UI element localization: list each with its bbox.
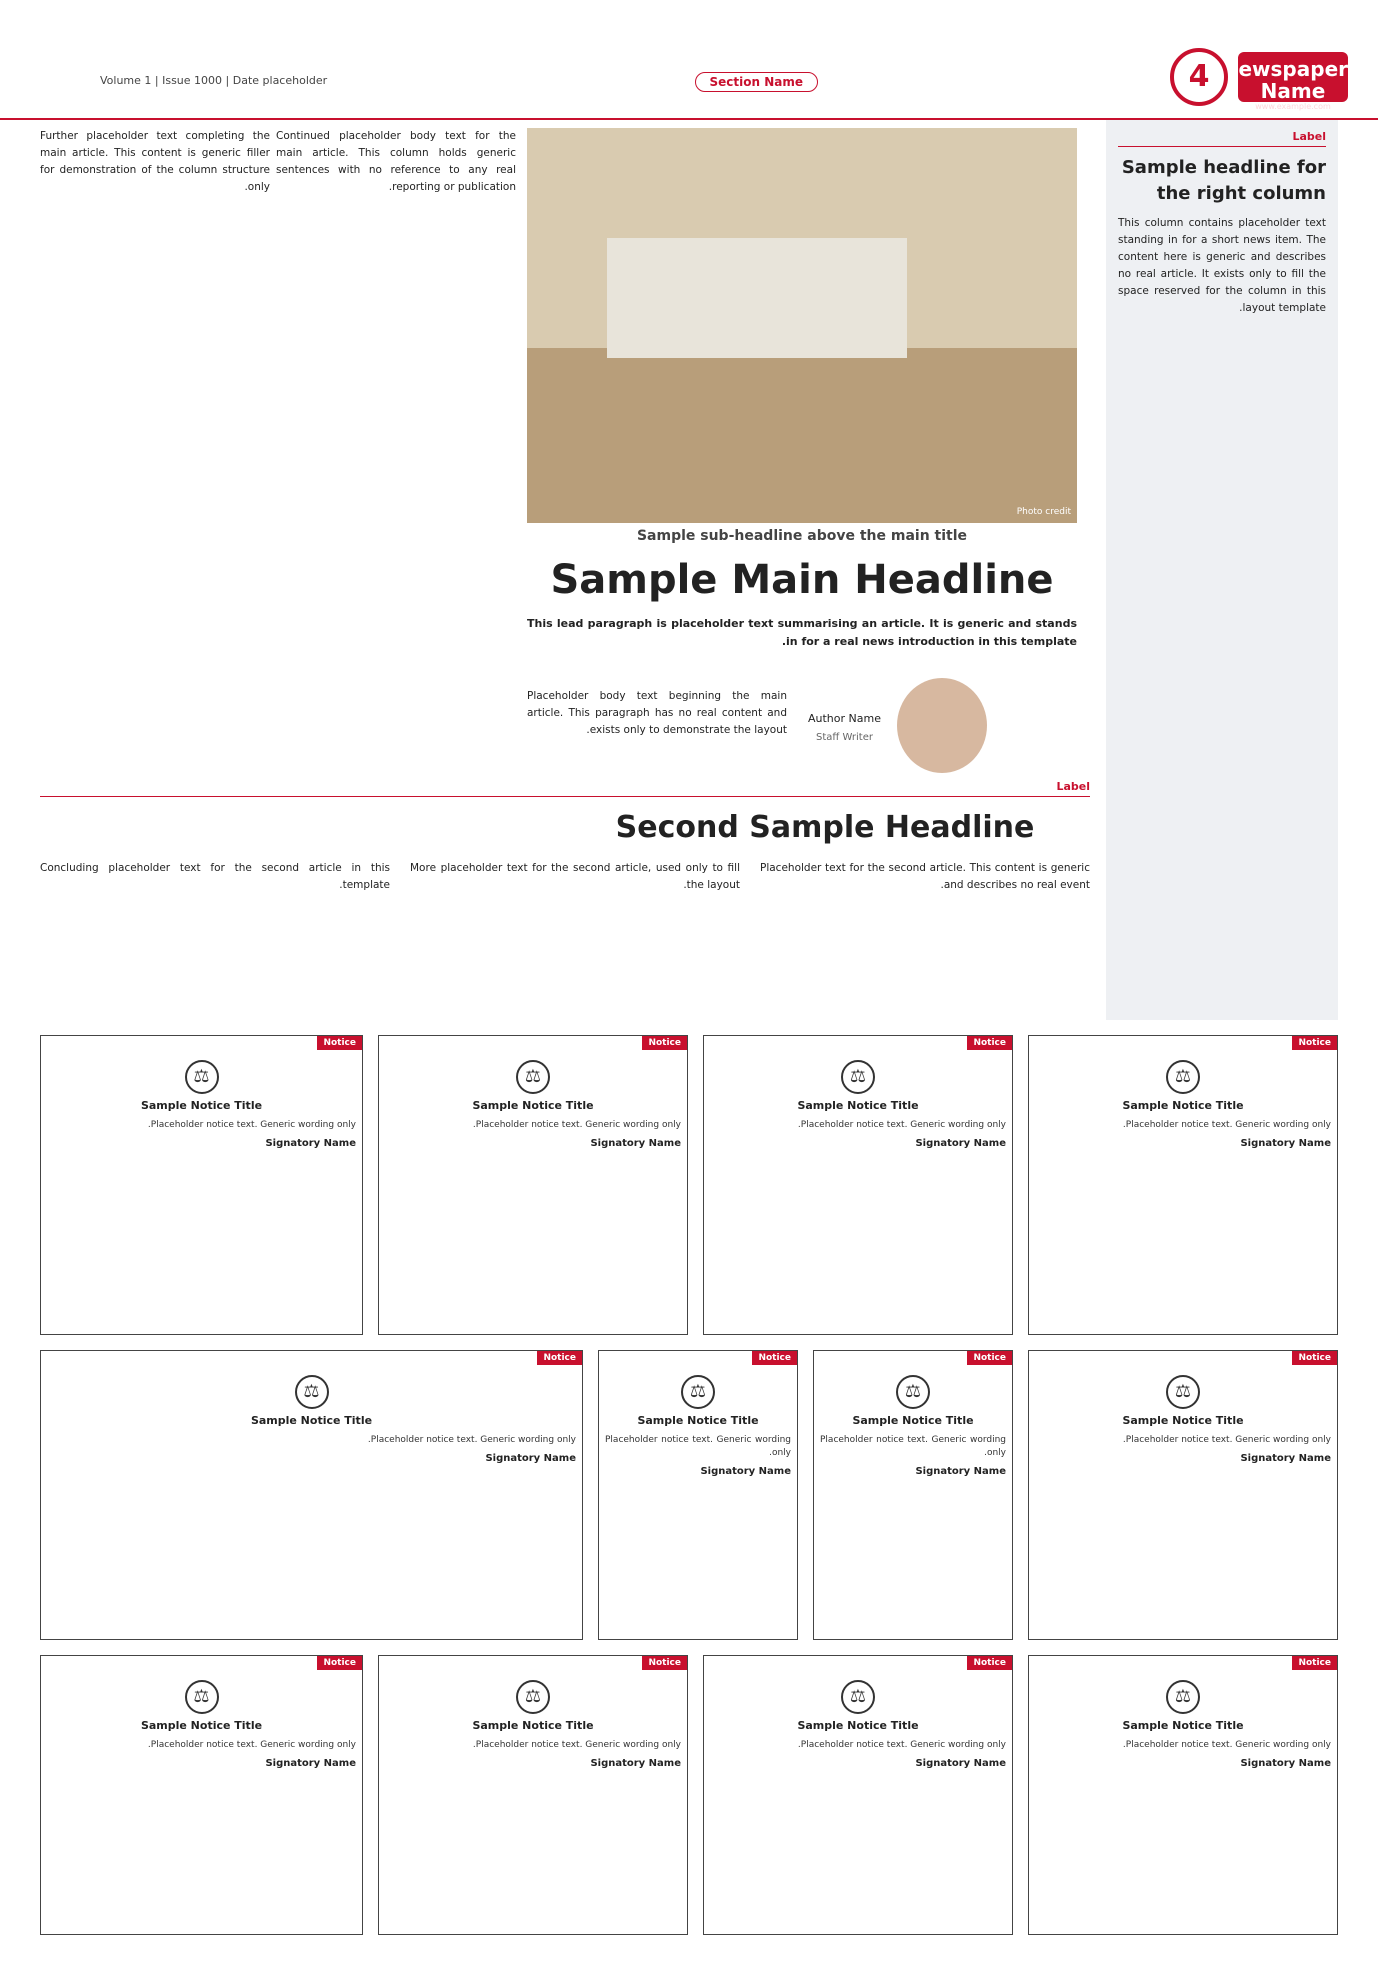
emblem-icon: ⚖ — [1166, 1680, 1200, 1714]
emblem-icon: ⚖ — [295, 1375, 329, 1409]
notice-signature: Signatory Name — [915, 1758, 1006, 1769]
notice-badge: Notice — [317, 1656, 362, 1670]
author-name: Author Name — [808, 712, 881, 725]
notice-body: Placeholder notice text. Generic wording only. — [472, 1740, 681, 1750]
brand-name: Newspaper Name — [1221, 57, 1348, 103]
emblem-icon: ⚖ — [896, 1375, 930, 1409]
notice-signature: Signatory Name — [1240, 1138, 1331, 1149]
emblem-icon: ⚖ — [841, 1680, 875, 1714]
notice-body: Placeholder notice text. Generic wording only. — [367, 1435, 576, 1445]
emblem-icon: ⚖ — [185, 1060, 219, 1094]
notice — [703, 1655, 1013, 1935]
notice — [813, 1350, 1013, 1640]
notice-badge: Notice — [967, 1351, 1012, 1365]
notice-badge: Notice — [642, 1656, 687, 1670]
emblem-icon: ⚖ — [1166, 1375, 1200, 1409]
notice-body: Placeholder notice text. Generic wording only. — [1122, 1740, 1331, 1750]
page-number: 4 — [1170, 48, 1228, 106]
emblem-icon: ⚖ — [841, 1060, 875, 1094]
notice-signature: Signatory Name — [1240, 1758, 1331, 1769]
notice-signature: Signatory Name — [590, 1138, 681, 1149]
column-tag: Label — [1118, 130, 1326, 147]
feature-lead: This lead paragraph is placeholder text summarising an article. It is generic and stands in for a real news introduction in this template. — [527, 617, 1077, 648]
notice-badge: Notice — [1292, 1351, 1337, 1365]
notice-signature: Signatory Name — [590, 1758, 681, 1769]
notice-badge: Notice — [967, 1036, 1012, 1050]
notice-title: Sample Notice Title — [250, 1414, 373, 1427]
emblem-icon: ⚖ — [516, 1680, 550, 1714]
notice-body: Placeholder notice text. Generic wording only. — [820, 1435, 1006, 1458]
emblem-icon: ⚖ — [516, 1060, 550, 1094]
right-column — [1106, 120, 1338, 1020]
notice-body: Placeholder notice text. Generic wording only. — [797, 1740, 1006, 1750]
feature-column-2: Continued placeholder body text for the main article. This column holds generic sentences with no reference to any real reporting or publication. — [276, 130, 516, 193]
notice-signature: Signatory Name — [915, 1466, 1006, 1477]
notice-title: Sample Notice Title — [852, 1414, 974, 1427]
notice — [40, 1350, 583, 1640]
story2-column-c: Concluding placeholder text for the second article in this template. — [40, 862, 390, 891]
column-headline: Sample headline for the right column — [1121, 157, 1326, 204]
feature-column-1: Further placeholder text completing the main article. This content is generic filler for demonstration of the column structure only. — [40, 130, 270, 193]
notice — [1028, 1350, 1338, 1640]
author-role: Staff Writer — [816, 732, 873, 743]
notice-signature: Signatory Name — [485, 1453, 576, 1464]
notice-title: Sample Notice Title — [472, 1099, 594, 1112]
notice-badge: Notice — [1292, 1656, 1337, 1670]
notice — [703, 1035, 1013, 1335]
author-avatar — [897, 678, 987, 773]
notice-title: Sample Notice Title — [1122, 1414, 1244, 1427]
notice-badge: Notice — [752, 1351, 797, 1365]
notice — [40, 1655, 363, 1935]
notice-title: Sample Notice Title — [637, 1414, 759, 1427]
notice — [1028, 1655, 1338, 1935]
notice — [598, 1350, 798, 1640]
notice-title: Sample Notice Title — [1122, 1099, 1244, 1112]
story2-column-a: Placeholder text for the second article. This content is generic and describes no real event. — [760, 862, 1090, 891]
notice-signature: Signatory Name — [1240, 1453, 1331, 1464]
emblem-icon: ⚖ — [1166, 1060, 1200, 1094]
notice-badge: Notice — [537, 1351, 582, 1365]
notice-title: Sample Notice Title — [797, 1719, 919, 1732]
photo-credit: Photo credit — [1016, 507, 1071, 517]
notice-badge: Notice — [1292, 1036, 1337, 1050]
brand-url: www.example.com — [1255, 102, 1331, 111]
emblem-icon: ⚖ — [185, 1680, 219, 1714]
notice — [40, 1035, 363, 1335]
notice — [378, 1035, 688, 1335]
emblem-icon: ⚖ — [681, 1375, 715, 1409]
notice-title: Sample Notice Title — [140, 1099, 263, 1112]
notice — [1028, 1035, 1338, 1335]
story2-column-b: More placeholder text for the second article, used only to fill the layout. — [410, 862, 740, 891]
notice-body: Placeholder notice text. Generic wording only. — [472, 1120, 681, 1130]
notice-title: Sample Notice Title — [140, 1719, 263, 1732]
notice-signature: Signatory Name — [265, 1138, 356, 1149]
building-illustration — [527, 128, 1077, 523]
notice-body: Placeholder notice text. Generic wording only. — [797, 1120, 1006, 1130]
feature-lead-body: Placeholder body text beginning the main article. This paragraph has no real content and exists only to demonstrate the layout. — [527, 690, 787, 736]
notice-badge: Notice — [317, 1036, 362, 1050]
notice-badge: Notice — [642, 1036, 687, 1050]
story2-headline: Second Sample Headline — [615, 810, 1035, 845]
notice-signature: Signatory Name — [265, 1758, 356, 1769]
masthead — [0, 0, 1378, 120]
notice-body: Placeholder notice text. Generic wording only. — [605, 1435, 791, 1458]
story2-tag: Label — [40, 780, 1090, 797]
section-label: Section Name — [695, 72, 819, 92]
notice-title: Sample Notice Title — [797, 1099, 919, 1112]
notice-title: Sample Notice Title — [1122, 1719, 1244, 1732]
notice — [378, 1655, 688, 1935]
feature-headline: Sample Main Headline — [550, 557, 1054, 603]
notice-signature: Signatory Name — [700, 1466, 791, 1477]
notice-signature: Signatory Name — [915, 1138, 1006, 1149]
issue-info: Volume 1 | Issue 1000 | Date placeholder — [100, 74, 328, 87]
notice-body: Placeholder notice text. Generic wording only. — [147, 1740, 356, 1750]
feature-photo — [527, 128, 1077, 523]
notice-title: Sample Notice Title — [472, 1719, 594, 1732]
feature-kicker: Sample sub-headline above the main title — [636, 528, 968, 544]
newspaper-logo[interactable] — [1221, 52, 1348, 111]
notice-body: Placeholder notice text. Generic wording only. — [1122, 1120, 1331, 1130]
notice-body: Placeholder notice text. Generic wording only. — [1122, 1435, 1331, 1445]
column-body: This column contains placeholder text standing in for a short news item. The content here is generic and describes no real article. It exists only to fill the space reserved for the column in this layout template. — [1118, 217, 1326, 314]
notice-body: Placeholder notice text. Generic wording only. — [147, 1120, 356, 1130]
notice-badge: Notice — [967, 1656, 1012, 1670]
